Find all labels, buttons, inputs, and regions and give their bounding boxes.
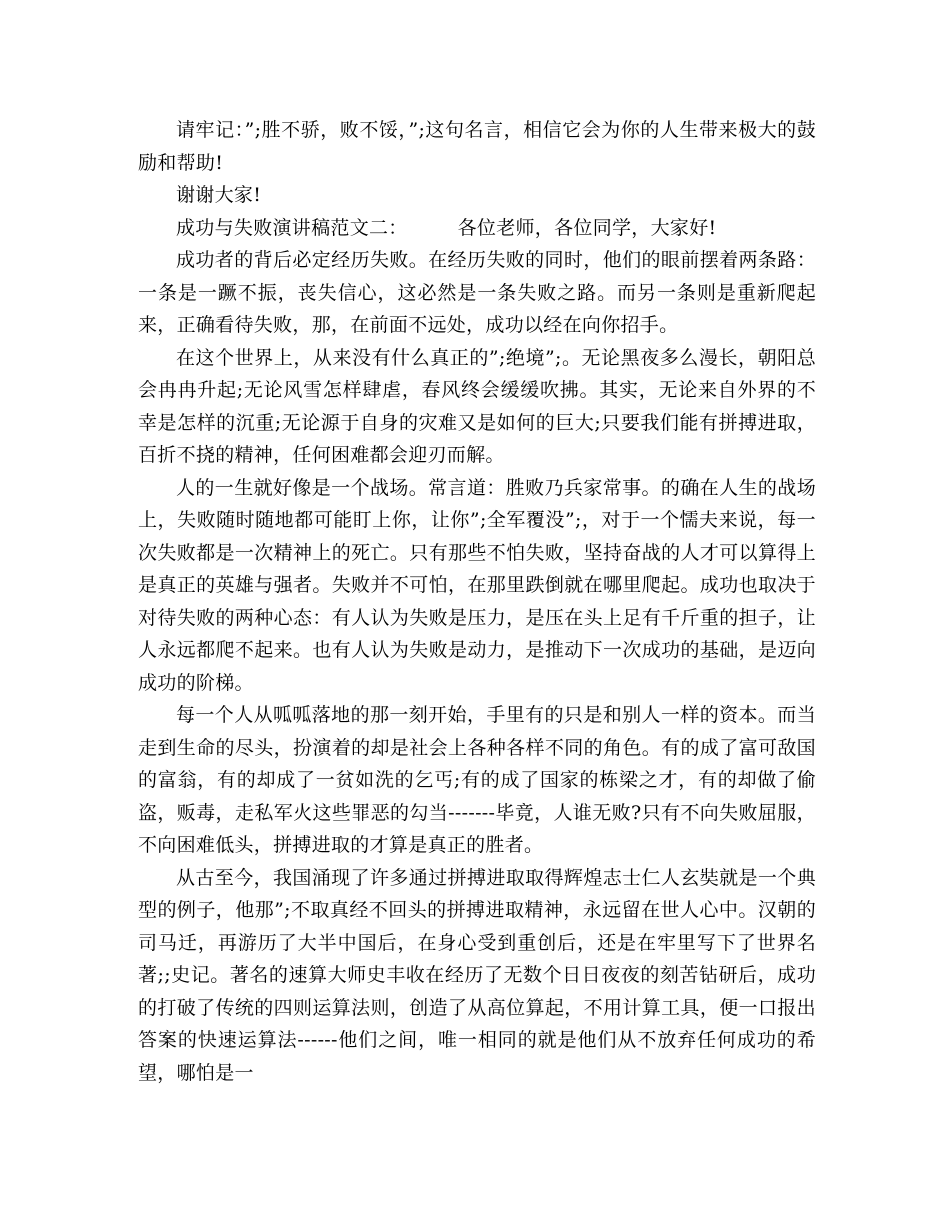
paragraph-life-battlefield: 人的一生就好像是一个战场。常言道：胜败乃兵家常事。的确在人生的战场上，失败随时随地都可能盯上你，让你”;全军覆没”;，对于一个懦夫来说，每一次失败都是一次精神上的死亡。只有那些不怕失败，坚持奋战的人才可以算得上是真正的英雄与强者。失败并不可怕，在那里跌倒就在哪里爬起。成功也取决于对待失败的两种心态：有人认为失败是压力，是压在头上足有千斤重的担子，让人永远都爬不起来。也有人认为失败是动力，是推动下一次成功的基础，是迈向成功的阶梯。 (138, 476, 816, 694)
paragraph-success-behind-failure: 成功者的背后必定经历失败。在经历失败的同时，他们的眼前摆着两条路：一条是一蹶不振，丧失信心，这必然是一条失败之路。而另一条则是重新爬起来，正确看待失败，那，在前面不远处，成功以经在向你招手。 (138, 249, 816, 336)
paragraph-closing-quote: 请牢记：”;胜不骄，败不馁，”;这句名言，相信它会为你的人生带来极大的鼓励和帮助! (138, 119, 816, 174)
section-title-left: 成功与失败演讲稿范文二： (176, 216, 408, 239)
paragraph-historical-examples: 从古至今，我国涌现了许多通过拼搏进取取得辉煌志士仁人玄奘就是一个典型的例子，他那”;不取真经不回头的拼搏进取精神，永远留在世人心中。汉朝的司马迁，再游历了大半中国后，在身心受到重创后，还是在牢里写下了世界名著;;史记。著名的速算大师史丰收在经历了无数个日日夜夜的刻苦钻研后，成功的打破了传统的四则运算法则，创造了从高位算起，不用计算工具，便一口报出答案的快速运算法------他们之间，唯一相同的就是他们从不放弃任何成功的希望，哪怕是一 (138, 866, 816, 1084)
paragraph-thanks: 谢谢大家! (176, 184, 262, 206)
paragraph-different-roles: 每一个人从呱呱落地的那一刻开始，手里有的只是和别人一样的资本。而当走到生命的尽头，扮演着的却是社会上各种各样不同的角色。有的成了富可敌国的富翁，有的却成了一贫如洗的乞丐;有的成了国家的栋梁之才，有的却做了偷盗，贩毒，走私军火这些罪恶的勾当-------毕竟，人谁无败?只有不向失败屈服，不向困难低头，拼搏进取的才算是真正的胜者。 (138, 704, 816, 856)
section-title (138, 212, 816, 245)
section-title-right: 各位老师，各位同学，大家好! (457, 216, 717, 239)
document-body (138, 114, 816, 1089)
paragraph-no-true-desperation: 在这个世界上，从来没有什么真正的”;绝境”;。无论黑夜多么漫长，朝阳总会冉冉升起;无论风雪怎样肆虐，春风终会缓缓吹拂。其实，无论来自外界的不幸是怎样的沉重;无论源于自身的灾难又是如何的巨大;只要我们能有拼搏进取，百折不挠的精神，任何困难都会迎刃而解。 (138, 346, 816, 466)
